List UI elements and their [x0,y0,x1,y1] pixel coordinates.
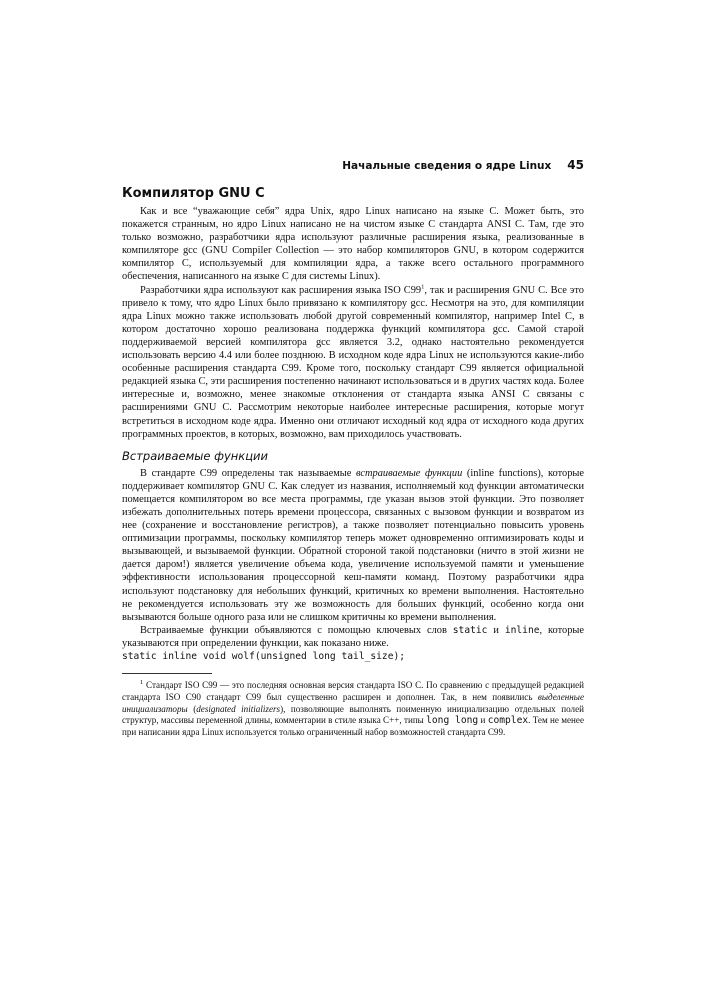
paragraph [122,624,584,650]
running-head [122,158,584,172]
paragraph-text: (inline functions), которые поддерживает компилятор GNU C. Как следует из названия, исполняемый код функции автоматически помещается компилятором во все места программы, где указан вызов этой функции. Это позволяет избежать дополнительных потерь времени процессора, связанных с вызовом функции и возвратом из нее (сохранение и восстановление регистров), а также позволяет потенциально повысить уровень оптимизации программы, поскольку компилятор теперь может одновременно оптимизировать коды и вызывающей, и вызываемой функции. Обратной стороной такой подстановки (ничто в этой жизни не дается даром!) является увеличение объема кода, увеличение используемой памяти и уменьшение эффективности использования процессорной кеш-памяти команд. Поэтому разработчики ядра используют подстановку для небольших функций, критичных ко времени выполнения. Настоятельно не рекомендуется использовать эту же возможность для больших функций, особенно когда они вызываются больше одного раза или не слишком критичны ко времени выполнения. [122,467,585,623]
paragraph-text: В стандарте C99 определены так называемые [140,467,357,479]
book-page [122,150,584,739]
emphasis-term: встраиваемые функции [356,467,463,479]
footnote-mark: 1 [140,678,144,686]
section-heading: Компилятор GNU C [122,186,265,201]
chapter-title: Начальные сведения о ядре Linux [342,160,552,172]
keyword-complex: complex [487,715,529,727]
footnote-text: Стандарт ISO C99 — это последняя основная версия стандарта ISO C. По сравнению с предыдущей редакцией стандарта ISO C90 стандарт C99 был существенно расширен и дополнен. Так, в нем появились [122,680,584,702]
paragraph [122,467,584,624]
paragraph-text: и [487,624,505,636]
page-number: 45 [567,158,584,172]
paragraph-text: Разработчики ядра используют как расширения языка ISO C99 [140,284,422,296]
emphasis-term: выделенные инициализаторы [122,691,584,714]
footnote-text: . Тем не менее при написании ядра Linux используется только ограниченный набор возможностей стандарта C99. [122,715,584,738]
emphasis-term: designated initializers [196,703,281,714]
footnote-text: и [478,715,488,726]
paragraph: Как и все “уважающие себя” ядра Unix, ядро Linux написано на языке C. Может быть, это покажется странным, но ядро Linux написано не на чистом языке C стандарта ANSI C. Там, где это только возможно, разработчики ядра используют различные расширения языка, реализованные в компиляторе gcc (GNU Compiler Collection — это набор компиляторов GNU, в котором содержится компилятор C, используемый для компиляции ядра, а также всего остального программного обеспечения, написанного на языке C для системы Linux). [122,206,584,283]
subsection-heading: Встраиваемые функции [122,448,268,463]
footnote [122,680,584,739]
code-example: static inline void wolf(unsigned long tail_size); [122,651,406,662]
footnote-text: ), позволяющие выполнять поименную инициализацию отдельных полей структур, массивы переменной длины, комментарии в стиле языка C++, типы [122,703,584,726]
paragraph [122,284,584,441]
paragraph-text: Встраиваемые функции объявляются с помощью ключевых слов [140,624,453,636]
keyword-inline: inline [504,624,540,636]
keyword-long-long: long long [426,715,479,727]
keyword-static: static [452,624,488,636]
footnote-text: ( [187,703,197,714]
footnote-reference: 1 [421,283,425,291]
footnote-separator [122,673,212,674]
paragraph-text: , так и расширения GNU C. Все это привело к тому, что ядро Linux было привязано к компилятору gcc. Несмотря на это, для компиляции ядра Linux можно также использовать любой другой современный компилятор, например Intel C, в котором достаточно хорошо реализована поддержка функций компилятора gcc. Самой старой поддерживаемой версией компилятора gcc является 3.2, однако настоятельно рекомендуется использовать версию 4.4 или более позднюю. В исходном коде ядра Linux не используются какие-либо особенные расширения стандарта C99. Кроме того, поскольку стандарт C99 является официальной редакцией языка C, эти расширения постепенно начинают использоваться и в других частях кода. Более интересные и, возможно, менее знакомые отклонения от стандарта языка ANSI C связаны с расширениями GNU C. Рассмотрим некоторые наиболее интересные расширения, которые могут встретиться в исходном коде ядра. Именно они отличают исходный код ядра от исходного кода других программных проектов, в которых, возможно, вам приходилось участвовать. [122,284,584,440]
paragraph-text: , которые указываются при определении функции, как показано ниже. [122,624,584,649]
